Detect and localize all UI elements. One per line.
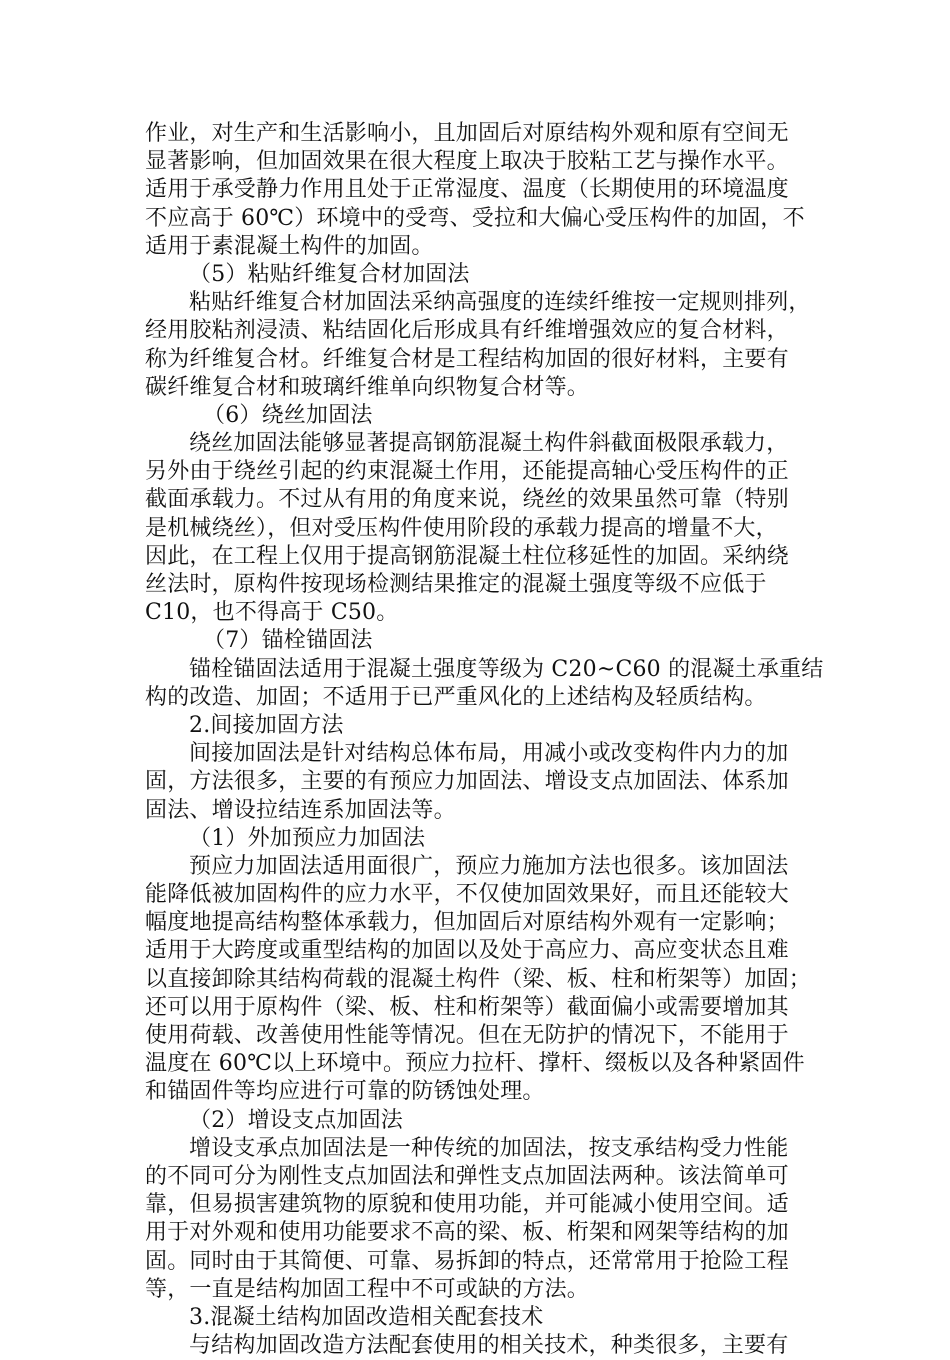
text-line: 用于对外观和使用功能要求不高的梁、板、桁架和网架等结构的加	[145, 1220, 789, 1246]
text-line: 绕丝加固法能够显著提高钢筋混凝土构件斜截面极限承载力，	[189, 431, 789, 457]
text-line: 预应力加固法适用面很广，预应力施加方法也很多。该加固法	[189, 853, 789, 879]
text-line: 锚栓锚固法适用于混凝土强度等级为 C20~C60 的混凝土承重结	[189, 656, 824, 682]
text-line: 幅度地提高结构整体承载力，但加固后对原结构外观有一定影响；	[145, 910, 789, 936]
text-line: 和锚固件等均应进行可靠的防锈蚀处理。	[145, 1079, 545, 1105]
text-line: 间接加固法是针对结构总体布局，用减小或改变构件内力的加	[189, 741, 789, 767]
text-line: 使用荷载、改善使用性能等情况。但在无防护的情况下，不能用于	[145, 1023, 789, 1048]
text-line: 称为纤维复合材。纤维复合材是工程结构加固的很好材料，主要有	[145, 346, 789, 372]
text-line: 固。同时由于其简便、可靠、易拆卸的特点，还常常用于抢险工程	[145, 1248, 789, 1274]
section-heading: （5）粘贴纤维复合材加固法	[189, 261, 470, 287]
text-line: 适用于大跨度或重型结构的加固以及处于高应力、高应变状态且难	[145, 938, 789, 964]
section-heading: （2）增设支点加固法	[189, 1107, 403, 1133]
text-line: 等，一直是结构加固工程中不可或缺的方法。	[145, 1276, 590, 1302]
text-line: 温度在 60℃以上环境中。预应力拉杆、撑杆、缀板以及各种紧固件	[145, 1051, 805, 1077]
text-line: 构的改造、加固；不适用于已严重风化的上述结构及轻质结构。	[145, 684, 767, 710]
document-body	[145, 120, 824, 1360]
text-line: 截面承载力。不过从有用的角度来说，绕丝的效果虽然可靠（特别	[145, 487, 789, 513]
text-line: 另外由于绕丝引起的约束混凝土作用，还能提高轴心受压构件的正	[145, 459, 789, 485]
text-line: 作业，对生产和生活影响小，且加固后对原结构外观和原有空间无	[145, 121, 789, 146]
section-heading: （1）外加预应力加固法	[189, 825, 426, 851]
text-line: 适用于承受静力作用且处于正常湿度、温度（长期使用的环境温度	[145, 177, 789, 203]
text-line: 不应高于 60℃）环境中的受弯、受拉和大偏心受压构件的加固，不	[145, 205, 805, 231]
text-line: C10，也不得高于 C50。	[145, 600, 399, 626]
text-line: 靠，但易损害建筑物的原貌和使用功能，并可能减小使用空间。适	[145, 1192, 789, 1218]
text-line: 碳纤维复合材和玻璃纤维单向织物复合材等。	[145, 374, 590, 400]
section-heading: 3.混凝土结构加固改造相关配套技术	[189, 1304, 544, 1330]
text-line: 固法、增设拉结连系加固法等。	[145, 797, 456, 823]
section-heading: 2.间接加固方法	[189, 712, 344, 738]
text-line: 以直接卸除其结构荷载的混凝土构件（梁、板、柱和桁架等）加固；	[145, 966, 812, 992]
text-line: 的不同可分为刚性支点加固法和弹性支点加固法两种。该法简单可	[145, 1163, 789, 1189]
text-line: 固，方法很多，主要的有预应力加固法、增设支点加固法、体系加	[145, 769, 789, 795]
section-heading: （7）锚栓锚固法	[203, 628, 373, 654]
text-line: 粘贴纤维复合材加固法采纳高强度的连续纤维按一定规则排列，	[189, 290, 811, 316]
text-line: 显著影响，但加固效果在很大程度上取决于胶粘工艺与操作水平。	[145, 149, 789, 175]
text-line: 是机械绕丝），但对受压构件使用阶段的承载力提高的增量不大，	[145, 515, 778, 541]
text-line: 还可以用于原构件（梁、板、柱和桁架等）截面偏小或需要增加其	[145, 994, 789, 1020]
text-line: 适用于素混凝土构件的加固。	[145, 233, 434, 259]
text-line: 经用胶粘剂浸渍、粘结固化后形成具有纤维增强效应的复合材料，	[145, 318, 789, 344]
text-line: 增设支承点加固法是一种传统的加固法，按支承结构受力性能	[189, 1135, 789, 1161]
section-heading: （6）绕丝加固法	[203, 402, 373, 428]
text-line: 因此，在工程上仅用于提高钢筋混凝土柱位移延性的加固。采纳绕	[145, 543, 789, 569]
text-line: 与结构加固改造方法配套使用的相关技术，种类很多，主要有	[189, 1333, 789, 1359]
text-line: 能降低被加固构件的应力水平，不仅使加固效果好，而且还能较大	[145, 882, 789, 908]
text-line: 丝法时，原构件按现场检测结果推定的混凝土强度等级不应低于	[145, 572, 767, 597]
